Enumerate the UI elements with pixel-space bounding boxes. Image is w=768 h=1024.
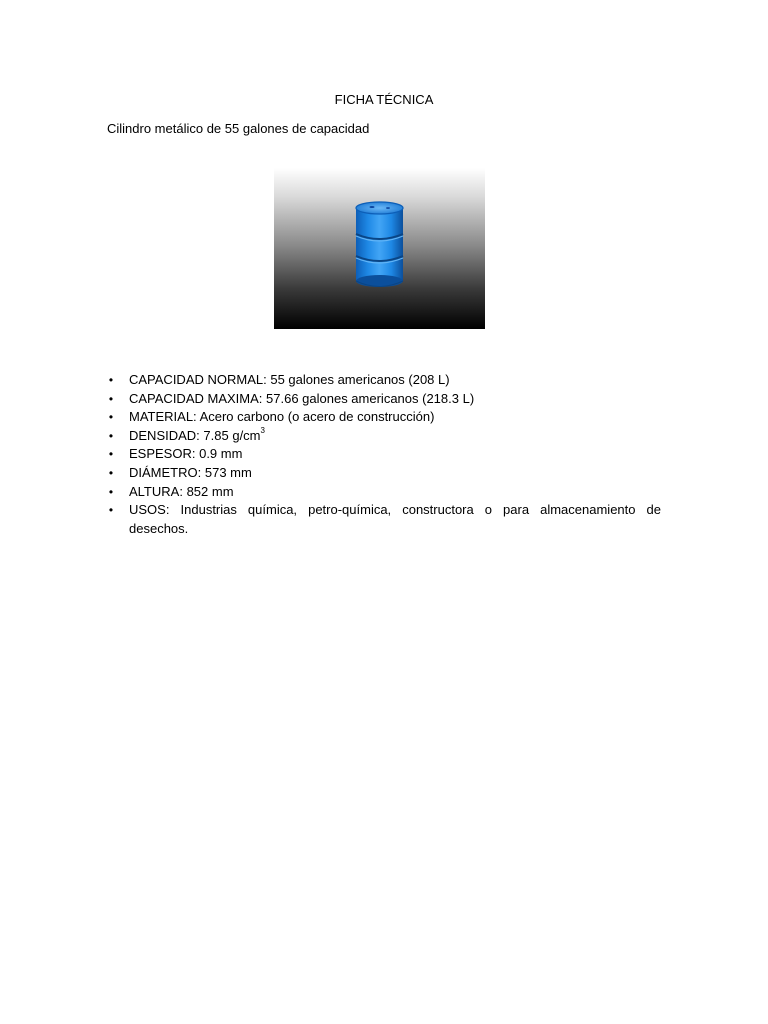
spec-label: DENSIDAD: [129,427,200,443]
spec-value: 7.85 g/cm [203,427,261,443]
spec-list [107,371,661,538]
spec-item-espesor [107,445,661,464]
superscript-exponent: 3 [260,426,265,436]
spec-item-altura [107,483,661,502]
blue-steel-drum-icon [274,168,485,329]
page-title: FICHA TÉCNICA [334,92,434,107]
spec-item-usos [107,501,661,538]
spec-label: DIÁMETRO: [129,464,202,480]
bullet-icon: • [108,465,114,480]
spec-value: 55 galones americanos (208 L) [270,372,450,387]
spec-item-capacidad-normal [107,371,661,390]
spec-value: 573 mm [204,464,252,480]
document-subtitle: Cilindro metálico de 55 galones de capacidad [107,121,370,136]
spec-value: Industrias química, petro-química, constructora o para almacenamiento de desechos. [129,502,661,536]
spec-item-diametro [107,464,661,483]
spec-label: ESPESOR: [129,446,196,462]
spec-value: 0.9 mm [199,446,243,462]
spec-label: ALTURA: [129,483,183,499]
bullet-icon: • [108,484,114,499]
bullet-icon: • [108,373,114,387]
bullet-icon: • [108,503,114,518]
bullet-icon: • [108,447,114,462]
spec-item-material [107,408,661,427]
spec-item-densidad [107,427,661,446]
spec-value: 852 mm [186,483,234,499]
bullet-icon: • [108,391,114,406]
spec-value: 57.66 galones americanos (218.3 L) [266,390,475,406]
spec-item-capacidad-maxima [107,390,661,409]
bullet-icon: • [108,428,114,443]
spec-value: Acero carbono (o acero de construcción) [199,409,435,425]
spec-label: CAPACIDAD MAXIMA: [129,390,263,406]
bullet-icon: • [108,410,114,425]
spec-label: CAPACIDAD NORMAL: [129,372,267,387]
drum-photo [274,168,485,329]
spec-label: MATERIAL: [129,409,197,425]
spec-label: USOS: [129,502,170,518]
